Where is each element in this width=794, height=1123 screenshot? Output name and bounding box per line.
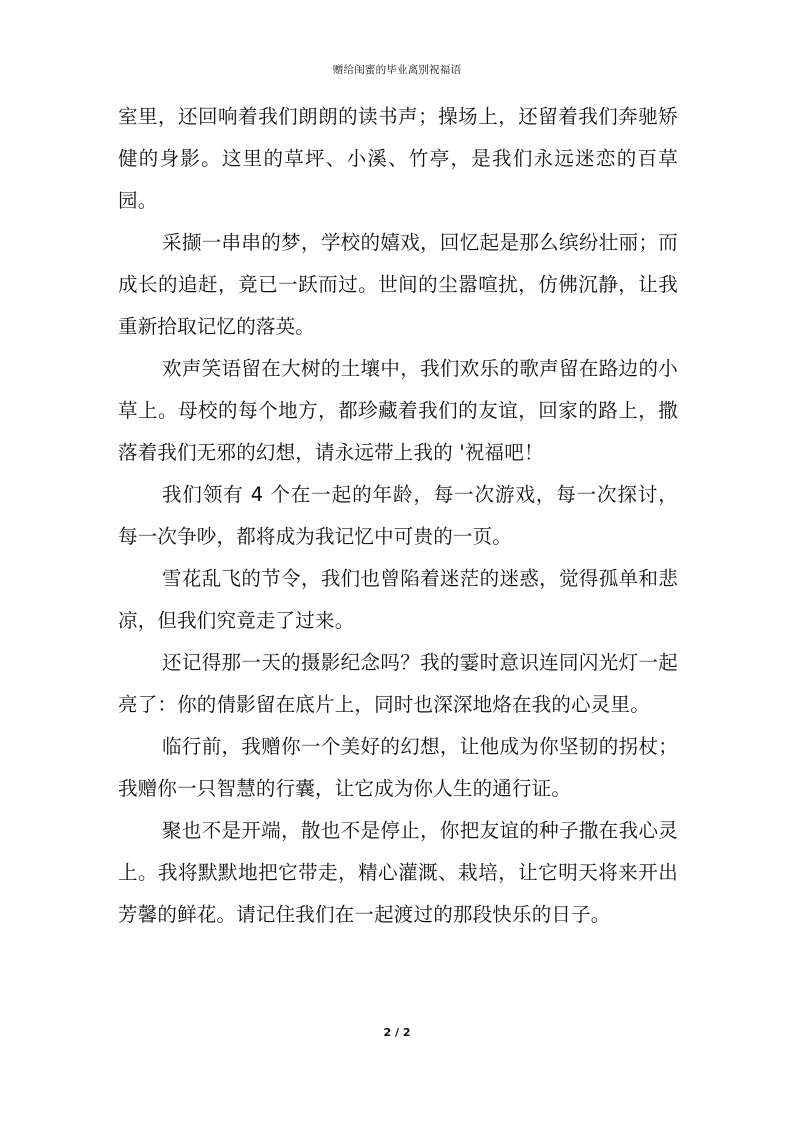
paragraph: 还记得那一天的摄影纪念吗？我的霎时意识连同闪光灯一起亮了：你的倩影留在底片上，同时也深深地烙在我的心灵里。 — [118, 651, 678, 716]
paragraph: 临行前，我赠你一个美好的幻想，让他成为你坚韧的拐杖；我赠你一只智慧的行囊，让它成为你人生的通行证。 — [118, 735, 678, 800]
paragraph: 采撷一串串的梦，学校的嬉戏，回忆起是那么缤纷壮丽；而成长的追赶，竟已一跃而过。世间的尘嚣喧扰，仿佛沉静，让我重新拾取记忆的落英。 — [118, 231, 678, 338]
page-header-title: 赠给闺蜜的毕业离别祝福语 — [332, 64, 462, 76]
paragraph-continued: 室里，还回响着我们朗朗的读书声；操场上，还留着我们奔驰矫健的身影。这里的草坪、小溪、竹亭，是我们永远迷恋的百草园。 — [118, 105, 678, 212]
paragraph: 我们领有 4 个在一起的年龄，每一次游戏，每一次探讨，每一次争吵，都将成为我记忆中可贵的一页。 — [118, 483, 678, 548]
paragraph: 欢声笑语留在大树的土壤中，我们欢乐的歌声留在路边的小草上。母校的每个地方，都珍藏着我们的友谊，回家的路上，撒落着我们无邪的幻想，请永远带上我的 '祝福吧！ — [118, 357, 678, 464]
paragraph: 雪花乱飞的节令，我们也曾陷着迷茫的迷惑，觉得孤单和悲凉，但我们究竟走了过来。 — [118, 567, 678, 632]
page-number: 2 / 2 — [383, 1026, 411, 1039]
document-body — [118, 96, 678, 936]
paragraph: 聚也不是开端，散也不是停止，你把友谊的种子撒在我心灵上。我将默默地把它带走，精心灌溉、栽培，让它明天将来开出芳馨的鲜花。请记住我们在一起渡过的那段快乐的日子。 — [118, 819, 678, 926]
